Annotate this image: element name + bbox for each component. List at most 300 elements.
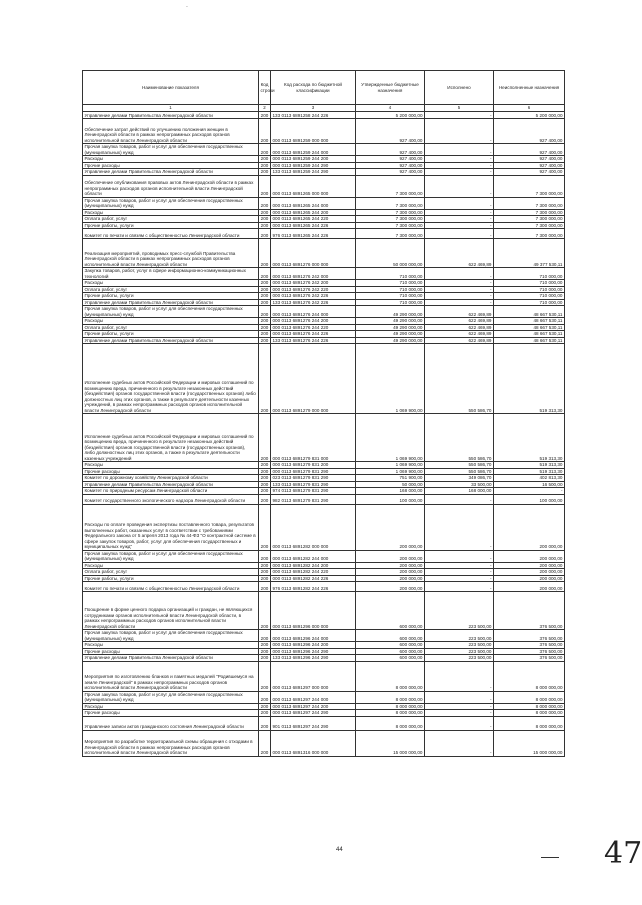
row-executed: 622 469,89 [425, 324, 494, 331]
row-name: Оплата работ, услуг [83, 286, 259, 293]
row-name: Прочие расходы [83, 468, 259, 475]
row-remaining: 7 300 000,00 [494, 229, 565, 239]
row-executed: 223 500,00 [425, 655, 494, 662]
row-remaining: 8 000 000,00 [494, 716, 565, 730]
row-remaining: 710 000,00 [494, 280, 565, 287]
row-line-code: 200 [259, 730, 271, 756]
row-line-code: 200 [259, 488, 271, 495]
row-kbk: 000 0113 6891296 000 000 [271, 592, 356, 630]
row-approved: 1 069 900,00 [356, 414, 425, 462]
row-name: Расходы [83, 318, 259, 325]
row-executed: - [425, 703, 494, 710]
row-kbk: 000 0113 6891296 244 290 [271, 648, 356, 655]
table-row [83, 582, 565, 592]
row-executed: 550 586,70 [425, 462, 494, 469]
row-name: Реализация мероприятий, проводимых пресс-службой Правительства Ленинградской области в рамках непрограммных расходов органов исполнительной власти Ленинградской области [83, 239, 259, 268]
row-remaining: 16 500,00 [494, 481, 565, 488]
row-name: Поощрение в форме ценного подарка организаций и граждан, не являющихся сотрудниками органов исполнительной власти Ленинградской области, в рамках непрограммных расходов органов исполнительной власти Ленинградской области [83, 592, 259, 630]
row-name: Управление делами Правительства Ленинградской области [83, 655, 259, 662]
row-kbk: 000 0113 6891276 244 226 [271, 331, 356, 338]
row-remaining: 7 300 000,00 [494, 209, 565, 216]
row-name: Расходы по оплате проведения экспертизы поставленного товара, результатов выполненных работ, оказанных услуг в соответствии с требованиями Федерального закона от 5 апреля 2013 года № 44-ФЗ "О контрактной системе в сфере закупок товаров, работ, услуг для обеспечения государственных и муниципальных нужд" [83, 504, 259, 550]
row-line-code: 200 [259, 504, 271, 550]
row-name: Прочие работы, услуги [83, 293, 259, 300]
row-executed: 223 500,00 [425, 648, 494, 655]
row-approved: 49 290 000,00 [356, 318, 425, 325]
row-executed: - [425, 299, 494, 306]
row-kbk: 023 0113 6891279 831 290 [271, 475, 356, 482]
row-line-code: 200 [259, 582, 271, 592]
row-approved: 927 400,00 [356, 169, 425, 176]
row-approved: 600 000,00 [356, 648, 425, 655]
row-kbk: 000 0113 6891282 244 000 [271, 550, 356, 562]
row-approved: 710 000,00 [356, 299, 425, 306]
row-approved: 7 300 000,00 [356, 222, 425, 229]
column-number: 1 [83, 105, 259, 112]
row-name: Расходы [83, 562, 259, 569]
row-line-code: 200 [259, 475, 271, 482]
row-executed: 168 000,00 [425, 488, 494, 495]
row-remaining: 49 377 530,11 [494, 239, 565, 268]
row-name: Прочая закупка товаров, работ и услуг для обеспечения государственных (муниципальных) нужд [83, 197, 259, 209]
row-approved: 600 000,00 [356, 655, 425, 662]
row-name: Расходы [83, 703, 259, 710]
row-executed: - [425, 144, 494, 156]
row-remaining: 376 500,00 [494, 655, 565, 662]
column-number: 4 [356, 105, 425, 112]
row-name: Прочие расходы [83, 162, 259, 169]
row-kbk: 000 0113 6891276 244 000 [271, 306, 356, 318]
row-executed: - [425, 222, 494, 229]
row-line-code: 200 [259, 222, 271, 229]
row-kbk: 000 0113 6891276 000 000 [271, 239, 356, 268]
row-approved: 49 290 000,00 [356, 337, 425, 344]
row-line-code: 200 [259, 569, 271, 576]
row-executed: - [425, 582, 494, 592]
row-kbk: 000 0113 6891282 244 200 [271, 562, 356, 569]
header-name: Наименование показателя [83, 71, 259, 105]
row-name: Комитет по дорожному хозяйству Ленинградской области [83, 475, 259, 482]
row-kbk: 000 0113 6891259 244 290 [271, 162, 356, 169]
row-line-code: 200 [259, 268, 271, 280]
row-remaining: 200 000,00 [494, 582, 565, 592]
header-approved: Утвержденные бюджетные назначения [356, 71, 425, 105]
row-line-code: 200 [259, 112, 271, 119]
row-executed: 223 500,00 [425, 592, 494, 630]
row-approved: 7 300 000,00 [356, 216, 425, 223]
row-approved: 1 069 900,00 [356, 462, 425, 469]
row-approved: 600 000,00 [356, 592, 425, 630]
row-kbk: 000 0113 6891265 000 000 [271, 175, 356, 197]
row-name: Прочие работы, услуги [83, 222, 259, 229]
row-name: Оплата работ, услуг [83, 324, 259, 331]
row-kbk: 133 0113 6891279 831 290 [271, 481, 356, 488]
column-number: 3 [271, 105, 356, 112]
row-approved: 710 000,00 [356, 286, 425, 293]
row-remaining: 710 000,00 [494, 299, 565, 306]
row-line-code: 200 [259, 318, 271, 325]
row-remaining: 927 400,00 [494, 162, 565, 169]
row-line-code: 200 [259, 209, 271, 216]
row-name: Прочие работы, услуги [83, 575, 259, 582]
row-executed: - [425, 504, 494, 550]
row-executed: - [425, 209, 494, 216]
row-line-code: 200 [259, 550, 271, 562]
row-approved: 751 900,00 [356, 475, 425, 482]
row-executed: - [425, 280, 494, 287]
row-executed: 550 586,70 [425, 468, 494, 475]
row-line-code: 200 [259, 306, 271, 318]
row-line-code: 200 [259, 716, 271, 730]
row-name: Расходы [83, 642, 259, 649]
table-header [83, 71, 565, 112]
table-row [83, 306, 565, 318]
row-kbk: 000 0113 6891296 244 000 [271, 630, 356, 642]
row-line-code: 200 [259, 156, 271, 163]
row-line-code: 200 [259, 630, 271, 642]
row-kbk: 000 0113 6891259 244 000 [271, 144, 356, 156]
row-approved: 710 000,00 [356, 268, 425, 280]
row-approved: 7 300 000,00 [356, 197, 425, 209]
row-line-code: 200 [259, 239, 271, 268]
scan-top-mark: . [186, 2, 188, 9]
row-remaining: 376 500,00 [494, 642, 565, 649]
row-remaining: 376 500,00 [494, 648, 565, 655]
row-remaining: 927 400,00 [494, 156, 565, 163]
row-executed: - [425, 661, 494, 691]
table-row [83, 344, 565, 414]
row-approved: 50 000 000,00 [356, 239, 425, 268]
header-remaining: Неисполненные назначения [494, 71, 565, 105]
row-kbk: 000 0113 6891265 244 200 [271, 209, 356, 216]
row-remaining: 519 313,30 [494, 414, 565, 462]
row-line-code: 200 [259, 468, 271, 475]
table-row [83, 239, 565, 268]
row-approved: 200 000,00 [356, 575, 425, 582]
row-kbk: 982 0113 6891279 831 290 [271, 494, 356, 504]
row-line-code: 200 [259, 280, 271, 287]
row-kbk: 000 0113 6891279 831 290 [271, 468, 356, 475]
row-remaining: 7 300 000,00 [494, 175, 565, 197]
row-executed: - [425, 575, 494, 582]
row-name: Оплата работ, услуг [83, 569, 259, 576]
row-approved: 200 000,00 [356, 562, 425, 569]
row-name: Прочие расходы [83, 648, 259, 655]
row-line-code: 200 [259, 216, 271, 223]
row-name: Прочая закупка товаров, работ и услуг для обеспечения государственных (муниципальных) нужд [83, 691, 259, 703]
row-executed: - [425, 169, 494, 176]
row-line-code: 200 [259, 344, 271, 414]
row-name: Прочая закупка товаров, работ и услуг для обеспечения государственных (муниципальных) нужд [83, 630, 259, 642]
row-name: Оплата работ, услуг [83, 216, 259, 223]
row-line-code: 200 [259, 703, 271, 710]
row-name: Исполнение судебных актов Российской Федерации и мировых соглашений по возмещению вреда, причиненного в результате незаконных действий (бездействия) органов государственной власти (государственных органов) либо должностных лиц этих органов, а также в результате деятельности казенных учреждений, в рамках непрограммных расходов органов исполнительной власти Ленинградской области [83, 344, 259, 414]
table-row [83, 268, 565, 280]
row-executed: 622 469,89 [425, 318, 494, 325]
row-remaining: 200 000,00 [494, 575, 565, 582]
row-name: Управление записи актов гражданского состояния Ленинградской области [83, 716, 259, 730]
row-name: Мероприятия по разработке территориальной схемы обращения с отходами в Ленинградской области в рамках непрограммных расходов органов исполнительной власти Ленинградской области [83, 730, 259, 756]
row-line-code: 200 [259, 119, 271, 144]
row-name: Комитет государственного экологического надзора Ленинградской области [83, 494, 259, 504]
row-kbk: 133 0113 6891259 244 290 [271, 169, 356, 176]
row-name: Обеспечение опубликования правовых актов Ленинградской области в рамках непрограммных расходов органов исполнительной власти Ленинградской области [83, 175, 259, 197]
row-approved: 7 300 000,00 [356, 229, 425, 239]
row-remaining: 200 000,00 [494, 550, 565, 562]
row-executed: - [425, 293, 494, 300]
row-line-code: 200 [259, 197, 271, 209]
row-approved: 7 300 000,00 [356, 175, 425, 197]
row-name: Управление делами Правительства Ленинградской области [83, 337, 259, 344]
row-approved: 927 400,00 [356, 144, 425, 156]
row-kbk: 000 0113 6891297 000 000 [271, 661, 356, 691]
table-row [83, 494, 565, 504]
row-executed: - [425, 569, 494, 576]
row-approved: 50 000,00 [356, 481, 425, 488]
row-approved: 8 000 000,00 [356, 691, 425, 703]
row-remaining: - [494, 488, 565, 495]
row-executed: - [425, 197, 494, 209]
row-approved: 200 000,00 [356, 504, 425, 550]
row-approved: 49 290 000,00 [356, 331, 425, 338]
header-executed: Исполнено [425, 71, 494, 105]
row-approved: 710 000,00 [356, 293, 425, 300]
row-kbk: 000 0113 6891265 244 226 [271, 222, 356, 229]
row-remaining: 200 000,00 [494, 504, 565, 550]
row-remaining: 519 313,30 [494, 462, 565, 469]
row-line-code: 200 [259, 691, 271, 703]
row-remaining: 200 000,00 [494, 569, 565, 576]
table-row [83, 119, 565, 144]
row-approved: 8 000 000,00 [356, 716, 425, 730]
table-row [83, 691, 565, 703]
row-executed: - [425, 162, 494, 169]
row-name: Комитет по печати и связям с общественностью Ленинградской области [83, 229, 259, 239]
row-kbk: 133 0113 6891276 244 226 [271, 337, 356, 344]
row-approved: 8 000 000,00 [356, 661, 425, 691]
row-kbk: 133 0113 6891296 244 290 [271, 655, 356, 662]
row-remaining: 8 000 000,00 [494, 691, 565, 703]
row-line-code: 200 [259, 462, 271, 469]
row-remaining: 710 000,00 [494, 293, 565, 300]
row-kbk: 976 0113 6891282 244 226 [271, 582, 356, 592]
row-name: Исполнение судебных актов Российской Федерации и мировых соглашений по возмещению вреда, причиненного в результате незаконных действий (бездействия) органов государственной власти (государственных органов), либо должностных лиц этих органов, а также в результате деятельности казенных учреждений [83, 414, 259, 462]
row-name: Прочая закупка товаров, работ и услуг для обеспечения государственных (муниципальных) нужд [83, 144, 259, 156]
page-number: 44 [336, 847, 343, 853]
row-approved: 8 000 000,00 [356, 703, 425, 710]
row-name: Прочая закупка товаров, работ и услуг для обеспечения государственных (муниципальных) нужд [83, 306, 259, 318]
row-name: Управление делами Правительства Ленинградской области [83, 169, 259, 176]
row-executed: 550 586,70 [425, 344, 494, 414]
header-row [83, 71, 565, 105]
table-row [83, 112, 565, 119]
row-approved: 8 000 000,00 [356, 710, 425, 717]
row-executed: 550 586,70 [425, 414, 494, 462]
row-remaining: 100 000,00 [494, 494, 565, 504]
row-approved: 600 000,00 [356, 630, 425, 642]
header-line-code: Код строки [259, 71, 271, 105]
column-number-row [83, 105, 565, 112]
row-approved: 200 000,00 [356, 550, 425, 562]
table-row [83, 592, 565, 630]
row-remaining: 710 000,00 [494, 268, 565, 280]
row-kbk: 000 0113 6891297 244 200 [271, 703, 356, 710]
row-kbk: 000 0113 6891282 244 226 [271, 575, 356, 582]
row-remaining: 8 000 000,00 [494, 661, 565, 691]
row-line-code: 200 [259, 299, 271, 306]
row-kbk: 000 0113 6891282 244 220 [271, 569, 356, 576]
row-line-code: 200 [259, 286, 271, 293]
row-executed: - [425, 156, 494, 163]
row-name: Комитет по печати и связям с общественностью Ленинградской области [83, 582, 259, 592]
row-executed: 622 469,89 [425, 331, 494, 338]
row-executed: - [425, 268, 494, 280]
row-approved: 15 000 000,00 [356, 730, 425, 756]
row-executed: - [425, 691, 494, 703]
table-row [83, 197, 565, 209]
row-remaining: 402 813,30 [494, 475, 565, 482]
row-approved: 200 000,00 [356, 569, 425, 576]
row-executed: - [425, 216, 494, 223]
row-kbk: 000 0113 6891279 831 200 [271, 462, 356, 469]
row-line-code: 200 [259, 337, 271, 344]
row-name: Обеспечение затрат действий по улучшению положения женщин в Ленинградской области в рамках непрограммных расходов органов исполнительной власти Ленинградской области [83, 119, 259, 144]
row-name: Управление делами Правительства Ленинградской области [83, 299, 259, 306]
row-approved: 927 400,00 [356, 162, 425, 169]
row-remaining: 48 667 530,11 [494, 337, 565, 344]
row-approved: 927 400,00 [356, 119, 425, 144]
row-remaining: 927 400,00 [494, 144, 565, 156]
table-row [83, 630, 565, 642]
row-remaining: 376 500,00 [494, 592, 565, 630]
row-line-code: 200 [259, 655, 271, 662]
row-executed: 622 469,89 [425, 239, 494, 268]
edge-page-number: 47 [604, 836, 642, 871]
row-approved: 1 069 900,00 [356, 344, 425, 414]
row-executed: - [425, 229, 494, 239]
row-kbk: 974 0113 6891279 831 290 [271, 488, 356, 495]
row-remaining: 519 313,30 [494, 344, 565, 414]
row-remaining: 927 400,00 [494, 169, 565, 176]
row-remaining: 376 500,00 [494, 630, 565, 642]
row-remaining: 48 667 530,11 [494, 306, 565, 318]
row-kbk: 976 0113 6891265 244 226 [271, 229, 356, 239]
edge-dash [541, 857, 559, 858]
row-line-code: 200 [259, 642, 271, 649]
row-line-code: 200 [259, 169, 271, 176]
table-body [83, 112, 565, 757]
row-executed: - [425, 710, 494, 717]
row-approved: 7 300 000,00 [356, 209, 425, 216]
row-line-code: 200 [259, 710, 271, 717]
row-kbk: 000 0113 6891279 831 000 [271, 414, 356, 462]
budget-report-table [82, 70, 565, 757]
row-remaining: 519 313,30 [494, 468, 565, 475]
row-remaining: 7 300 000,00 [494, 216, 565, 223]
row-remaining: 710 000,00 [494, 286, 565, 293]
row-kbk: 901 0113 6891297 244 290 [271, 716, 356, 730]
row-name: Прочая закупка товаров, работ и услуг для обеспечения государственных (муниципальных) нужд [83, 550, 259, 562]
row-remaining: 927 400,00 [494, 119, 565, 144]
row-name: Расходы [83, 462, 259, 469]
row-name: Закупка товаров, работ, услуг в сфере информационно-коммуникационных технологий [83, 268, 259, 280]
row-line-code: 200 [259, 293, 271, 300]
table-row [83, 414, 565, 462]
header-kbk: Код расхода по бюджетной классификации [271, 71, 356, 105]
row-executed: - [425, 730, 494, 756]
row-approved: 1 069 900,00 [356, 468, 425, 475]
row-approved: 49 290 000,00 [356, 306, 425, 318]
row-executed: - [425, 550, 494, 562]
row-approved: 5 200 000,00 [356, 112, 425, 119]
column-number: 6 [494, 105, 565, 112]
row-remaining: 48 667 530,11 [494, 324, 565, 331]
row-name: Расходы [83, 280, 259, 287]
row-line-code: 200 [259, 481, 271, 488]
row-remaining: 48 667 530,11 [494, 331, 565, 338]
row-kbk: 000 0113 6891296 244 200 [271, 642, 356, 649]
row-name: Мероприятия по изготовлению бланков и памятных медалей "Родившемуся на земле Ленинградской" в рамках непрограммных расходов органов исполнительной власти Ленинградской области [83, 661, 259, 691]
row-remaining: 7 300 000,00 [494, 222, 565, 229]
row-name: Прочие работы, услуги [83, 331, 259, 338]
table-row [83, 730, 565, 756]
row-kbk: 000 0113 6891259 000 000 [271, 119, 356, 144]
row-name: Прочие расходы [83, 710, 259, 717]
row-kbk: 000 0113 6891276 242 000 [271, 268, 356, 280]
row-remaining: 8 000 000,00 [494, 703, 565, 710]
row-kbk: 000 0113 6891276 244 200 [271, 318, 356, 325]
column-number: 5 [425, 105, 494, 112]
row-executed: - [425, 716, 494, 730]
row-kbk: 000 0113 6891276 242 220 [271, 286, 356, 293]
row-remaining: 200 000,00 [494, 562, 565, 569]
row-approved: 49 290 000,00 [356, 324, 425, 331]
row-line-code: 200 [259, 661, 271, 691]
row-approved: 710 000,00 [356, 280, 425, 287]
row-remaining: 15 000 000,00 [494, 730, 565, 756]
row-executed: - [425, 175, 494, 197]
row-executed: 223 500,00 [425, 642, 494, 649]
row-line-code: 200 [259, 331, 271, 338]
row-remaining: 5 200 000,00 [494, 112, 565, 119]
table-row [83, 175, 565, 197]
row-line-code: 200 [259, 144, 271, 156]
row-approved: 168 000,00 [356, 488, 425, 495]
row-executed: - [425, 494, 494, 504]
row-executed: - [425, 286, 494, 293]
row-line-code: 200 [259, 414, 271, 462]
row-remaining: 8 000 000,00 [494, 710, 565, 717]
row-line-code: 200 [259, 592, 271, 630]
row-executed: 622 469,89 [425, 306, 494, 318]
row-executed: 223 500,00 [425, 630, 494, 642]
row-kbk: 000 0113 6891276 244 220 [271, 324, 356, 331]
row-approved: 200 000,00 [356, 582, 425, 592]
row-kbk: 133 0113 6891276 242 226 [271, 299, 356, 306]
row-kbk: 000 0113 6891265 244 000 [271, 197, 356, 209]
row-line-code: 200 [259, 575, 271, 582]
table-row [83, 716, 565, 730]
row-line-code: 200 [259, 175, 271, 197]
table-row [83, 550, 565, 562]
row-kbk: 000 0113 6891265 244 220 [271, 216, 356, 223]
row-line-code: 200 [259, 648, 271, 655]
row-executed: 622 469,89 [425, 337, 494, 344]
row-kbk: 000 0113 6891279 000 000 [271, 344, 356, 414]
row-name: Управление делами Правительства Ленинградской области [83, 481, 259, 488]
row-executed: 33 500,00 [425, 481, 494, 488]
row-line-code: 200 [259, 562, 271, 569]
